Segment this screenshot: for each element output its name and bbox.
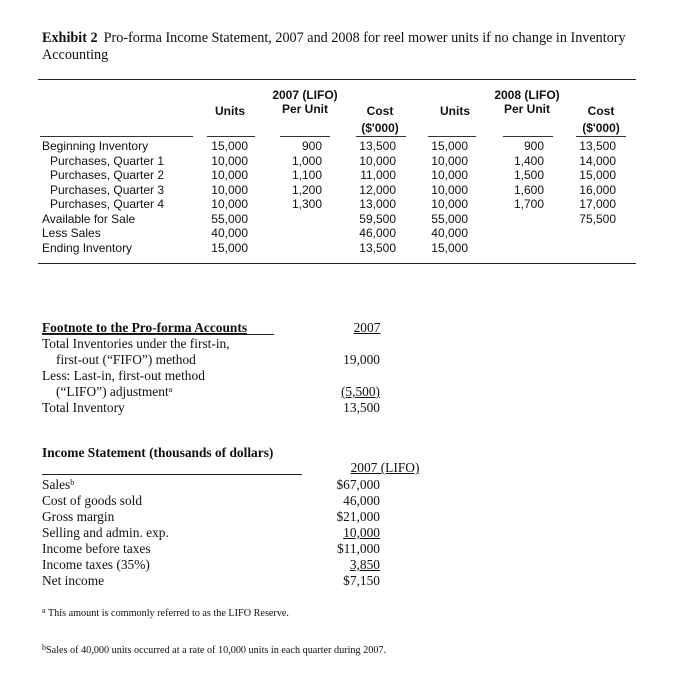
table-cell <box>488 212 544 227</box>
table-cell: 1,400 <box>513 153 544 168</box>
income-label-text: Selling and admin. exp. <box>42 525 169 540</box>
header-2008-per-unit: Per Unit <box>503 102 550 116</box>
table-cell: 1,100 <box>291 168 322 182</box>
footnote-value1: 19,000 <box>343 352 380 367</box>
income-label <box>42 493 169 509</box>
table-cell: 46,000 <box>359 226 396 240</box>
income-column-header: 2007 (LIFO) <box>350 460 420 475</box>
footnote-value3: 13,500 <box>343 400 380 415</box>
table-cell: 40,000 <box>211 226 248 240</box>
row-label: Purchases, Quarter 3 <box>50 182 165 197</box>
header-2008-units: Units <box>440 104 470 118</box>
income-label <box>42 525 169 541</box>
income-label-text: Cost of goods sold <box>42 493 143 508</box>
income-label-text: Sales <box>42 477 71 492</box>
note-b <box>42 645 386 656</box>
table-cell: 13,500 <box>359 139 396 153</box>
note-b-text: Sales of 40,000 units occurred at a rate of 10,000 units in each quarter during 2007. <box>46 645 387 656</box>
footnote-line2b-sup: a <box>168 385 173 394</box>
header-2007-cost: Cost <box>366 104 394 118</box>
note-b-mark: b <box>42 643 46 652</box>
table-cell <box>266 241 322 256</box>
income-label-text: Gross margin <box>42 509 115 524</box>
footnote-heading-text: Footnote to the Pro-forma Accounts <box>42 320 248 335</box>
table-cell: 10,000 <box>211 197 248 211</box>
income-heading: Income Statement (thousands of dollars) <box>42 445 274 460</box>
footnote-line2a: Less: Last-in, first-out method <box>42 368 205 383</box>
table-cell: 10,000 <box>431 197 468 211</box>
income-value: 3,850 <box>349 557 380 572</box>
col-2008-per-unit <box>488 139 544 255</box>
row-label: Less Sales <box>42 226 101 240</box>
table-cell: 15,000 <box>211 139 248 153</box>
income-value: $11,000 <box>336 541 380 556</box>
table-cell: 14,000 <box>579 153 616 168</box>
header-2008-cost: Cost <box>587 104 615 118</box>
table-cell <box>488 241 544 256</box>
header-2008-group: 2008 (LIFO) <box>494 88 560 102</box>
row-label: Purchases, Quarter 2 <box>50 168 165 182</box>
table-cell: 15,000 <box>431 240 468 255</box>
col-2007-per-unit <box>266 139 322 255</box>
table-cell: 11,000 <box>360 168 396 182</box>
table-cell: 13,000 <box>359 197 396 211</box>
table-cell <box>560 226 616 241</box>
income-label-sup: b <box>70 478 75 487</box>
header-2007-units: Units <box>215 104 245 118</box>
footnote-heading-rule <box>42 334 274 335</box>
table-cell: 13,500 <box>359 240 396 255</box>
table-cell: 1,700 <box>513 197 544 211</box>
row-label: Purchases, Quarter 1 <box>50 153 165 168</box>
footnote-year: 2007 <box>353 320 381 335</box>
table-cell: 75,500 <box>579 211 616 226</box>
table-cell: 10,000 <box>211 182 248 197</box>
table-cell <box>560 241 616 256</box>
footnote-line2b-text: (“LIFO”) adjustment <box>56 384 169 399</box>
table-cell: 55,000 <box>431 211 468 226</box>
col-2007-cost <box>340 139 396 255</box>
income-label <box>42 477 169 493</box>
table-cell: 1,300 <box>291 197 322 211</box>
income-label-text: Income taxes (35%) <box>42 557 150 572</box>
income-value: $67,000 <box>336 477 380 492</box>
header-2007-group: 2007 (LIFO) <box>272 88 338 102</box>
col-2007-units <box>196 139 248 255</box>
col-2008-units <box>416 139 468 255</box>
income-label <box>42 557 169 573</box>
income-values <box>318 477 380 589</box>
table-cell: 1,600 <box>513 182 544 197</box>
income-label <box>42 573 169 589</box>
table-cell: 15,000 <box>211 240 248 255</box>
table-cell: 59,500 <box>359 211 396 226</box>
table-cell: 40,000 <box>431 226 468 240</box>
row-label: Purchases, Quarter 4 <box>50 197 165 211</box>
exhibit-number: Exhibit 2 <box>42 30 98 46</box>
table-cell: 10,000 <box>431 182 468 197</box>
exhibit-title-text: Pro-forma Income Statement, 2007 and 2008 for reel mower units if no change in Inventory Accounting <box>42 30 626 63</box>
table-cell: 55,000 <box>211 211 248 226</box>
footnote-line2b <box>56 384 172 400</box>
table-cell: 900 <box>523 139 544 153</box>
table-cell <box>488 226 544 241</box>
header-2007-cost-unit: ($'000) <box>361 121 399 135</box>
table-cell: 10,000 <box>211 153 248 168</box>
table-bottom-rule <box>38 263 636 264</box>
table-cell: 15,000 <box>579 168 616 182</box>
table-cell: 10,000 <box>431 168 468 182</box>
table-cell: 16,000 <box>579 182 616 197</box>
row-label: Available for Sale <box>42 211 136 226</box>
footnote-line1b: first-out (“FIFO”) method <box>56 352 196 367</box>
table-cell: 1,000 <box>291 153 322 168</box>
row-labels <box>42 139 202 255</box>
col-2008-cost <box>560 139 616 255</box>
table-cell: 1,200 <box>291 182 322 197</box>
footnote-line3: Total Inventory <box>42 400 125 415</box>
exhibit-title <box>42 30 647 64</box>
income-value: 10,000 <box>343 525 380 540</box>
income-labels <box>42 477 169 589</box>
income-value: $7,150 <box>343 573 380 588</box>
table-cell: 1,500 <box>513 168 544 182</box>
table-cell <box>266 212 322 227</box>
row-label: Ending Inventory <box>42 240 133 255</box>
income-label <box>42 541 169 557</box>
income-label-text: Income before taxes <box>42 541 151 556</box>
table-cell: 15,000 <box>431 139 468 153</box>
table-cell: 13,500 <box>579 139 616 153</box>
table-cell <box>266 226 322 241</box>
table-cell: 17,000 <box>579 197 616 211</box>
table-cell: 10,000 <box>359 153 396 168</box>
table-cell: 900 <box>301 139 322 153</box>
header-2007-per-unit: Per Unit <box>281 102 328 116</box>
row-label: Beginning Inventory <box>42 139 149 153</box>
note-a-mark: a <box>42 606 46 615</box>
income-value: 46,000 <box>343 493 380 508</box>
header-2008-cost-unit: ($'000) <box>582 121 620 135</box>
table-cell: 10,000 <box>211 168 248 182</box>
footnote-value2: (5,500) <box>340 384 380 399</box>
income-label-text: Net income <box>42 573 105 588</box>
income-label <box>42 509 169 525</box>
note-a-text: This amount is commonly referred to as the LIFO Reserve. <box>47 608 289 619</box>
footnote-line1a: Total Inventories under the first-in, <box>42 336 230 351</box>
table-cell: 10,000 <box>431 153 468 168</box>
income-value: $21,000 <box>336 509 380 524</box>
note-a <box>42 608 289 619</box>
table-top-rule <box>38 79 636 80</box>
table-cell: 12,000 <box>359 182 396 197</box>
income-heading-rule <box>42 474 302 475</box>
